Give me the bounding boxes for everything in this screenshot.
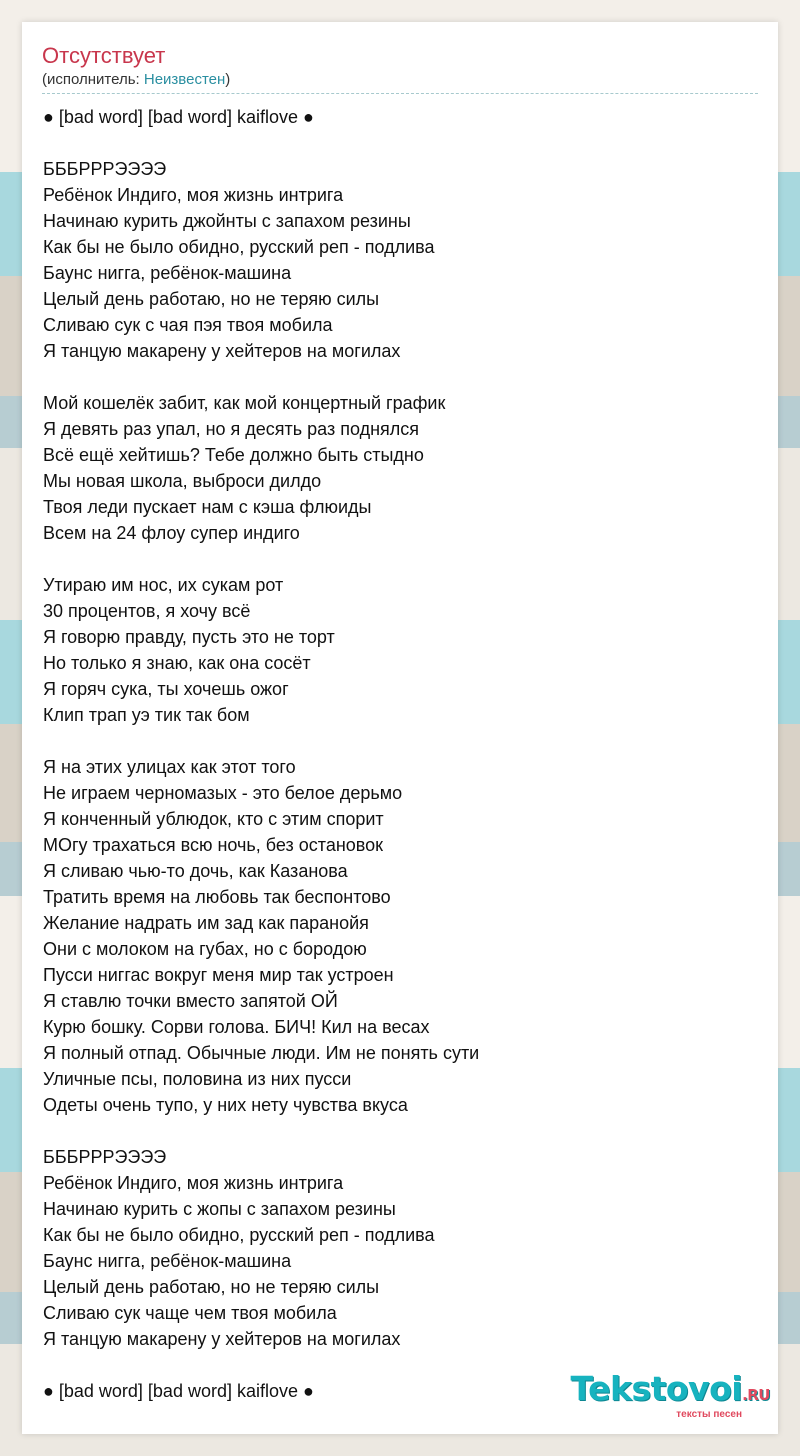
- stanza-gap: [43, 728, 759, 754]
- lyric-line: Всё ещё хейтишь? Тебе должно быть стыдно: [43, 445, 424, 465]
- lyric-line: Пусси ниггас вокруг меня мир так устроен: [43, 965, 394, 985]
- lyric-line: Одеты очень тупо, у них нету чувства вкуса: [43, 1095, 408, 1115]
- lyric-line: Я полный отпад. Обычные люди. Им не понять сути: [43, 1043, 480, 1063]
- logo-tagline: тексты песен: [676, 1409, 742, 1420]
- lyric-line: ● [bad word] [bad word] kaiflove ●: [43, 1381, 314, 1401]
- lyric-line: Начинаю курить джойнты с запахом резины: [43, 211, 411, 231]
- song-header: [42, 42, 758, 90]
- lyric-line: Как бы не было обидно, русский реп - подлива: [43, 237, 435, 257]
- lyrics-card: [22, 22, 778, 1434]
- logo-tld: .RU: [742, 1386, 770, 1404]
- artist-line: [42, 70, 758, 90]
- artist-prefix: (исполнитель:: [42, 71, 144, 88]
- lyric-line: Я девять раз упал, но я десять раз поднялся: [43, 419, 420, 439]
- lyric-line: БББРРРЭЭЭЭ: [43, 159, 167, 179]
- stanza-gap: [43, 364, 759, 390]
- lyric-line: Я сливаю чью-то дочь, как Казанова: [43, 861, 348, 881]
- lyric-line: Не играем черномазых - это белое дерьмо: [43, 783, 403, 803]
- artist-link[interactable]: Неизвестен: [143, 71, 226, 88]
- site-logo[interactable]: [570, 1369, 770, 1420]
- lyrics-text: [43, 104, 759, 1404]
- lyric-line: Тратить время на любовь так беспонтово: [43, 887, 391, 907]
- artist-suffix: ): [225, 71, 231, 88]
- lyric-line: Но только я знаю, как она сосёт: [43, 653, 311, 673]
- lyric-line: Баунс нигга, ребёнок-машина: [43, 263, 292, 283]
- lyric-line: Сливаю сук чаще чем твоя мобила: [43, 1303, 337, 1323]
- lyric-line: Мой кошелёк забит, как мой концертный график: [43, 393, 446, 413]
- lyric-line: Я ставлю точки вместо запятой ОЙ: [43, 991, 338, 1011]
- lyric-line: Желание надрать им зад как паранойя: [43, 913, 369, 933]
- lyric-line: Баунс нигга, ребёнок-машина: [43, 1251, 292, 1271]
- logo-main-text: Tekstovoi: [570, 1369, 743, 1408]
- stanza-gap: [43, 546, 759, 572]
- lyric-line: Я танцую макарену у хейтеров на могилах: [43, 341, 401, 361]
- lyric-line: Я на этих улицах как этот того: [43, 757, 296, 777]
- lyric-line: Уличные псы, половина из них пусси: [43, 1069, 352, 1089]
- lyric-line: Как бы не было обидно, русский реп - подлива: [43, 1225, 435, 1245]
- lyric-line: 30 процентов, я хочу всё: [43, 601, 251, 621]
- lyric-line: Сливаю сук с чая пэя твоя мобила: [43, 315, 333, 335]
- lyric-line: МОгу трахаться всю ночь, без остановок: [43, 835, 384, 855]
- lyric-line: Целый день работаю, но не теряю силы: [43, 1277, 380, 1297]
- lyric-line: ● [bad word] [bad word] kaiflove ●: [43, 107, 314, 127]
- lyric-line: Утираю им нос, их сукам рот: [43, 575, 284, 595]
- stanza-gap: [43, 1118, 759, 1144]
- lyric-line: Целый день работаю, но не теряю силы: [43, 289, 380, 309]
- header-divider: [42, 93, 758, 94]
- lyric-line: Клип трап уэ тик так бом: [43, 705, 250, 725]
- lyric-line: Я конченный ублюдок, кто с этим спорит: [43, 809, 384, 829]
- lyric-line: БББРРРЭЭЭЭ: [43, 1147, 167, 1167]
- lyric-line: Я говорю правду, пусть это не торт: [43, 627, 335, 647]
- lyric-line: Ребёнок Индиго, моя жизнь интрига: [43, 1173, 344, 1193]
- lyric-line: Твоя леди пускает нам с кэша флюиды: [43, 497, 372, 517]
- lyric-line: Всем на 24 флоу супер индиго: [43, 523, 300, 543]
- lyric-line: Мы новая школа, выброси дилдо: [43, 471, 322, 491]
- song-title: Отсутствует: [42, 43, 166, 68]
- lyric-line: Я танцую макарену у хейтеров на могилах: [43, 1329, 401, 1349]
- lyric-line: Они с молоком на губах, но с бородою: [43, 939, 367, 959]
- lyric-line: Начинаю курить с жопы с запахом резины: [43, 1199, 396, 1219]
- lyric-line: Я горяч сука, ты хочешь ожог: [43, 679, 289, 699]
- lyric-line: Курю бошку. Сорви голова. БИЧ! Кил на весах: [43, 1017, 430, 1037]
- stanza-gap: [43, 130, 759, 156]
- logo-wordmark: [570, 1369, 770, 1412]
- lyric-line: Ребёнок Индиго, моя жизнь интрига: [43, 185, 344, 205]
